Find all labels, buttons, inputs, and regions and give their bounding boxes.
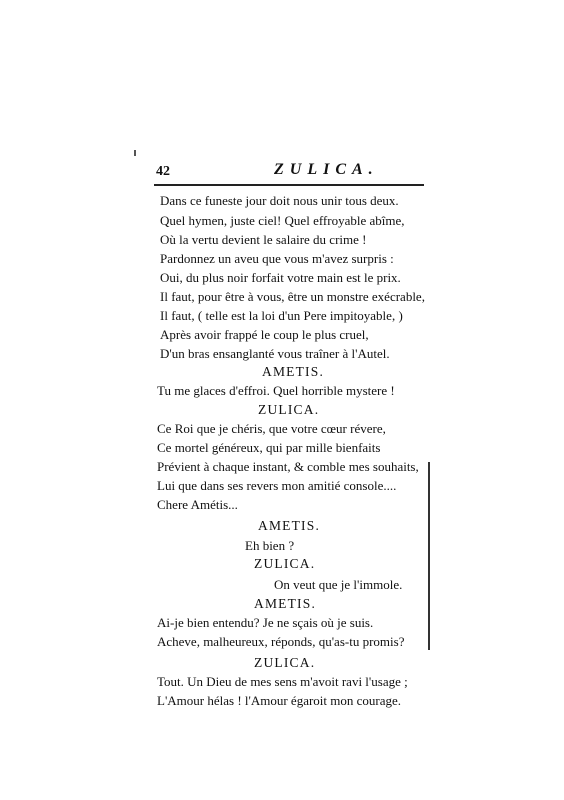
- speaker-name: AMETIS.: [262, 364, 325, 379]
- verse-line: Ce mortel généreux, qui par mille bienfaits: [157, 440, 381, 455]
- verse-line: On veut que je l'immole.: [274, 577, 403, 592]
- speaker-name: ZULICA.: [254, 556, 316, 571]
- speaker-name: AMETIS.: [258, 518, 321, 533]
- verse-line: Lui que dans ses revers mon amitié console....: [157, 478, 397, 493]
- verse-line: Tout. Un Dieu de mes sens m'avoit ravi l'usage ;: [157, 674, 408, 689]
- page-number: 42: [156, 164, 170, 179]
- verse-line: Tu me glaces d'effroi. Quel horrible mystere !: [157, 383, 395, 398]
- verse-line: D'un bras ensanglanté vous traîner à l'Autel.: [160, 346, 390, 361]
- verse-line: Acheve, malheureux, réponds, qu'as-tu promis?: [157, 634, 405, 649]
- verse-line: Pardonnez un aveu que vous m'avez surpris :: [160, 251, 394, 266]
- speaker-name: ZULICA.: [254, 655, 316, 670]
- speaker-name: ZULICA.: [258, 402, 320, 417]
- header-rule: [154, 184, 424, 186]
- verse-line: Chere Amétis...: [157, 497, 238, 512]
- verse-line: Il faut, pour être à vous, être un monstre exécrable,: [160, 289, 425, 304]
- running-title: ZULICA.: [274, 161, 379, 178]
- verse-line: Ai-je bien entendu? Je ne sçais où je suis.: [157, 615, 374, 630]
- verse-line: Il faut, ( telle est la loi d'un Pere impitoyable, ): [160, 308, 403, 323]
- margin-bar: [428, 462, 430, 650]
- verse-line: Ce Roi que je chéris, que votre cœur révere,: [157, 421, 386, 436]
- verse-line: Quel hymen, juste ciel! Quel effroyable abîme,: [160, 213, 405, 228]
- verse-line: Après avoir frappé le coup le plus cruel,: [160, 327, 369, 342]
- verse-line: Oui, du plus noir forfait votre main est le prix.: [160, 270, 401, 285]
- verse-line: Prévient à chaque instant, & comble mes souhaits,: [157, 459, 419, 474]
- margin-mark: [134, 150, 136, 156]
- verse-line: Où la vertu devient le salaire du crime !: [160, 232, 367, 247]
- verse-line: Dans ce funeste jour doit nous unir tous deux.: [160, 193, 399, 208]
- speaker-name: AMETIS.: [254, 596, 317, 611]
- verse-line: L'Amour hélas ! l'Amour égaroit mon courage.: [157, 693, 402, 708]
- verse-line: Eh bien ?: [245, 538, 295, 553]
